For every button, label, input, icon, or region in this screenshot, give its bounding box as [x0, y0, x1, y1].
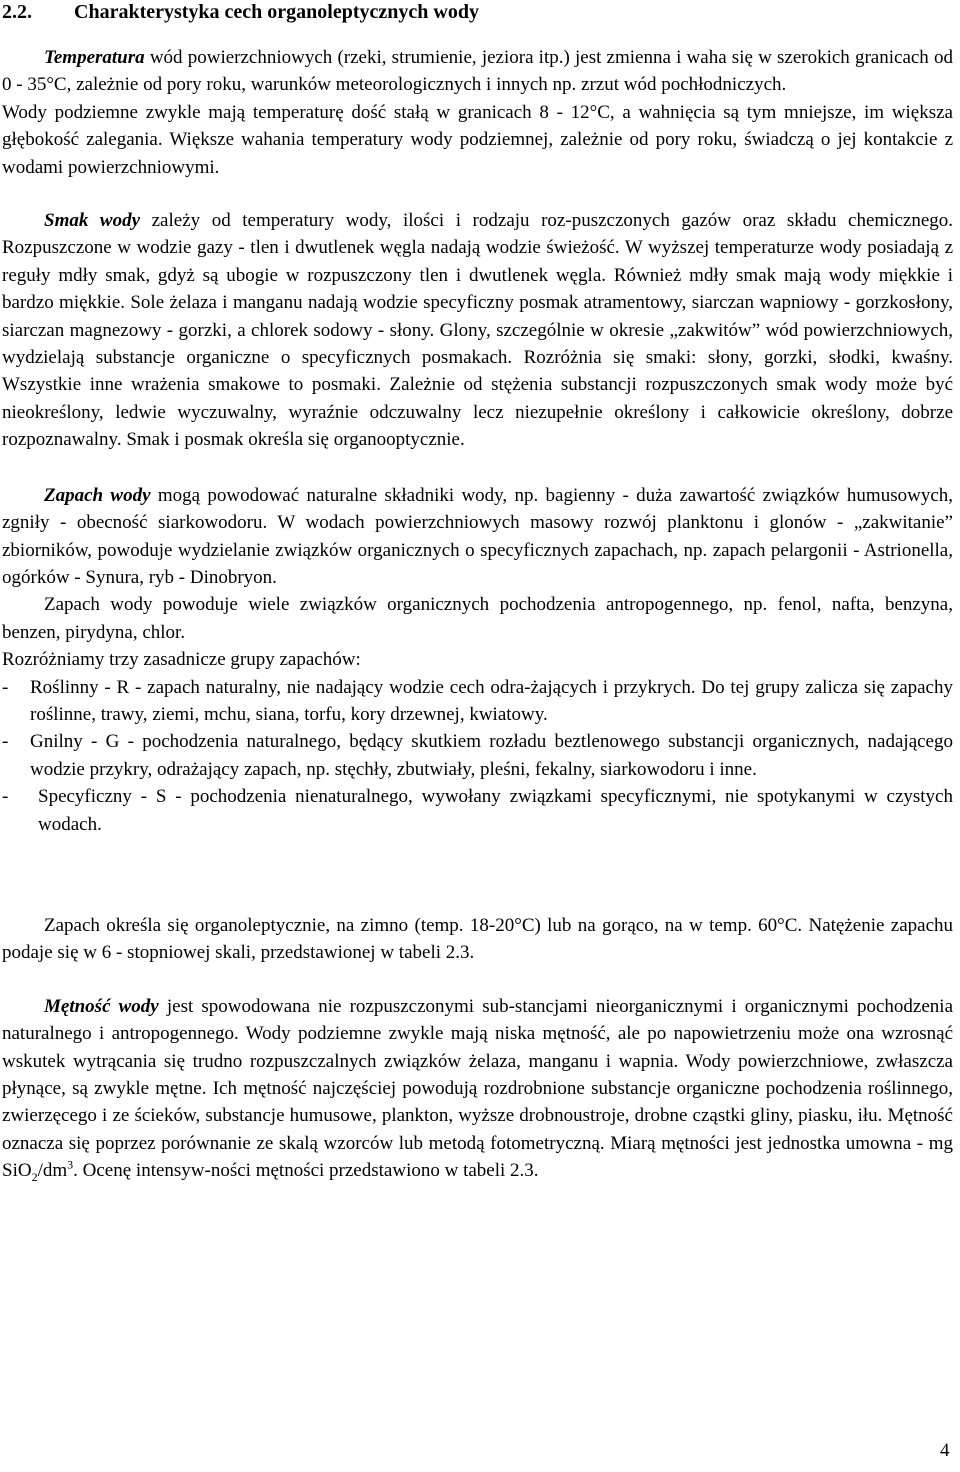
smell-paragraph — [2, 482, 953, 592]
turbidity-tail: . Ocenę intensyw-ności mętności przedstawiono w tabeli 2.3. — [73, 1160, 539, 1182]
smell-measure-paragraph: Zapach określa się organoleptycznie, na zimno (temp. 18-20°C) lub na gorąco, na w temp. 60°C. Natężenie zapachu podaje się w 6 - stopniowej skali, przedstawionej w tabeli 2.3. — [2, 914, 953, 964]
list-item — [2, 674, 953, 729]
document-page — [2, 0, 953, 1185]
turbidity-lead: Mętność wody — [44, 995, 159, 1017]
smell-lead: Zapach wody — [44, 484, 151, 506]
section-title: Charakterystyka cech organoleptycznych wody — [74, 1, 479, 23]
list-item-text: Roślinny - R - zapach naturalny, nie nadający wodzie cech odra-żających i przykrych. Do tej grupy zalicza się zapachy roślinne, trawy, ziemi, mchu, siana, torfu, kory drzewnej, kwiatowy. — [30, 676, 953, 725]
smell-anthropogenic-paragraph: Zapach wody powoduje wiele związków organicznych pochodzenia antropogennego, np. fenol, nafta, benzyna, benzen, pirydyna, chlor. — [2, 594, 953, 643]
list-dash: - — [2, 731, 9, 753]
superscript: 3 — [67, 1157, 74, 1172]
taste-text: zależy od temperatury wody, ilości i rodzaju roz-puszczonych gazów oraz składu chemicznego. Rozpuszczone w wodzie gazy - tlen i dwutlenek węgla nadają wodzie świeżość. W wyższej temperaturze wody posiadają z reguły mdły smak, gdyż są ubogie w rozpuszczony tlen i dwutlenek węgla. Również mdły smak mają wody miękkie i bardzo miękkie. Sole żelaza i manganu nadają wodzie specyficzny posmak atramentowy, siarczan wapniowy - gorzkosłony, siarczan magnezowy - gorzki, a chlorek sodowy - słony. Glony, szczególnie w okresie „zakwitów” wód powierzchniowych, wydzielają substancje organiczne o specyficznych posmakach. Rozróżnia się smaki: słony, gorzki, słodki, kwaśny. Wszystkie inne wrażenia smakowe to posmaki. Zależnie od stężenia substancji rozpuszczonych smak wody może być nieokreślony, ledwie wyczuwalny, wyraźnie odczuwalny lecz niezupełnie określony i całkowicie określony, dobrze rozpoznawalny. Smak i posmak określa się organooptycznie. — [2, 210, 953, 451]
turbidity-unit: /dm — [37, 1160, 68, 1182]
list-item-text: Specyficzny - S - pochodzenia nienaturalnego, wywołany związkami specyficznymi, nie spotykanymi w czystych wodach. — [38, 786, 953, 835]
smell-text: mogą powodować naturalne składniki wody, np. bagienny - duża zawartość związków humusowych, zgniły - obecność siarkowodoru. W wodach powierzchniowych masowy rozwój planktonu i glonów - „zakwitanie” zbiorników, powoduje wydzielanie związków organicznych o specyficznych zapachach, np. zapach pelargonii - Astrionella, ogórków - Synura, ryb - Dinobryon. — [2, 484, 953, 588]
smell-groups-intro: Rozróżniamy trzy zasadnicze grupy zapachów: — [2, 649, 361, 671]
list-item — [2, 728, 953, 783]
section-number: 2.2. — [2, 1, 32, 23]
list-dash: - — [2, 676, 9, 698]
temperature-paragraph — [2, 44, 953, 99]
page-number: 4 — [940, 1440, 950, 1461]
list-item-text: Gnilny - G - pochodzenia naturalnego, będący skutkiem rozładu beztlenowego substancji organicznych, nadającego wodzie przykry, odrażający zapach, np. stęchły, zbutwiały, pleśni, fekalny, siarkowodoru i inne. — [30, 731, 953, 780]
spacer — [2, 967, 953, 993]
subscript: 2 — [31, 1170, 38, 1185]
section-heading — [2, 0, 953, 24]
temperature-text: wód powierzchniowych (rzeki, strumienie, jeziora itp.) jest zmienna i waha się w szerokich granicach od 0 - 35°C, zależnie od pory roku, warunków meteorologicznych i innych np. zrzut wód pochłodniczych. — [2, 47, 953, 96]
temperature-lead: Temperatura — [44, 47, 145, 68]
spacer — [2, 181, 953, 207]
spacer — [2, 838, 953, 912]
spacer — [2, 24, 953, 44]
turbidity-text: jest spowodowana nie rozpuszczonymi sub-stancjami nieorganicznymi i organicznymi pochodzenia naturalnego i antropogennego. Wody podziemne zwykle mają niska mętność, ale po napowietrzeniu może ona wzrosnąć wskutek wytrącania się trudno rozpuszczalnych związków żelaza, manganu i wapnia. Wody powierzchniowe, zwłaszcza płynące, są zwykle mętne. Ich mętność najczęściej powodują rozdrobnione substancje organiczne pochodzenia roślinnego, zwierzęcego i ze ścieków, substancje humusowe, plankton, wyższe drobnoustroje, drobne cząstki gliny, piasku, iłu. Mętność oznacza się poprzez porównanie ze skalą wzorców lub metodą fotometryczną. Miarą mętności jest jednostka umowna - mg SiO — [2, 995, 953, 1182]
spacer — [2, 454, 953, 482]
taste-lead: Smak wody — [44, 210, 141, 232]
list-dash: - — [2, 786, 9, 808]
temperature-groundwater-paragraph: Wody podziemne zwykle mają temperaturę dość stałą w granicach 8 - 12°C, a wahnięcia są tym mniejsze, im większa głębokość zalegania. Większe wahania temperatury wody podziemnej, zależnie od pory roku, świadczą o jej kontakcie z wodami powierzchniowymi. — [2, 101, 953, 178]
list-item — [2, 783, 953, 838]
taste-paragraph — [2, 207, 953, 454]
turbidity-paragraph — [2, 993, 953, 1185]
